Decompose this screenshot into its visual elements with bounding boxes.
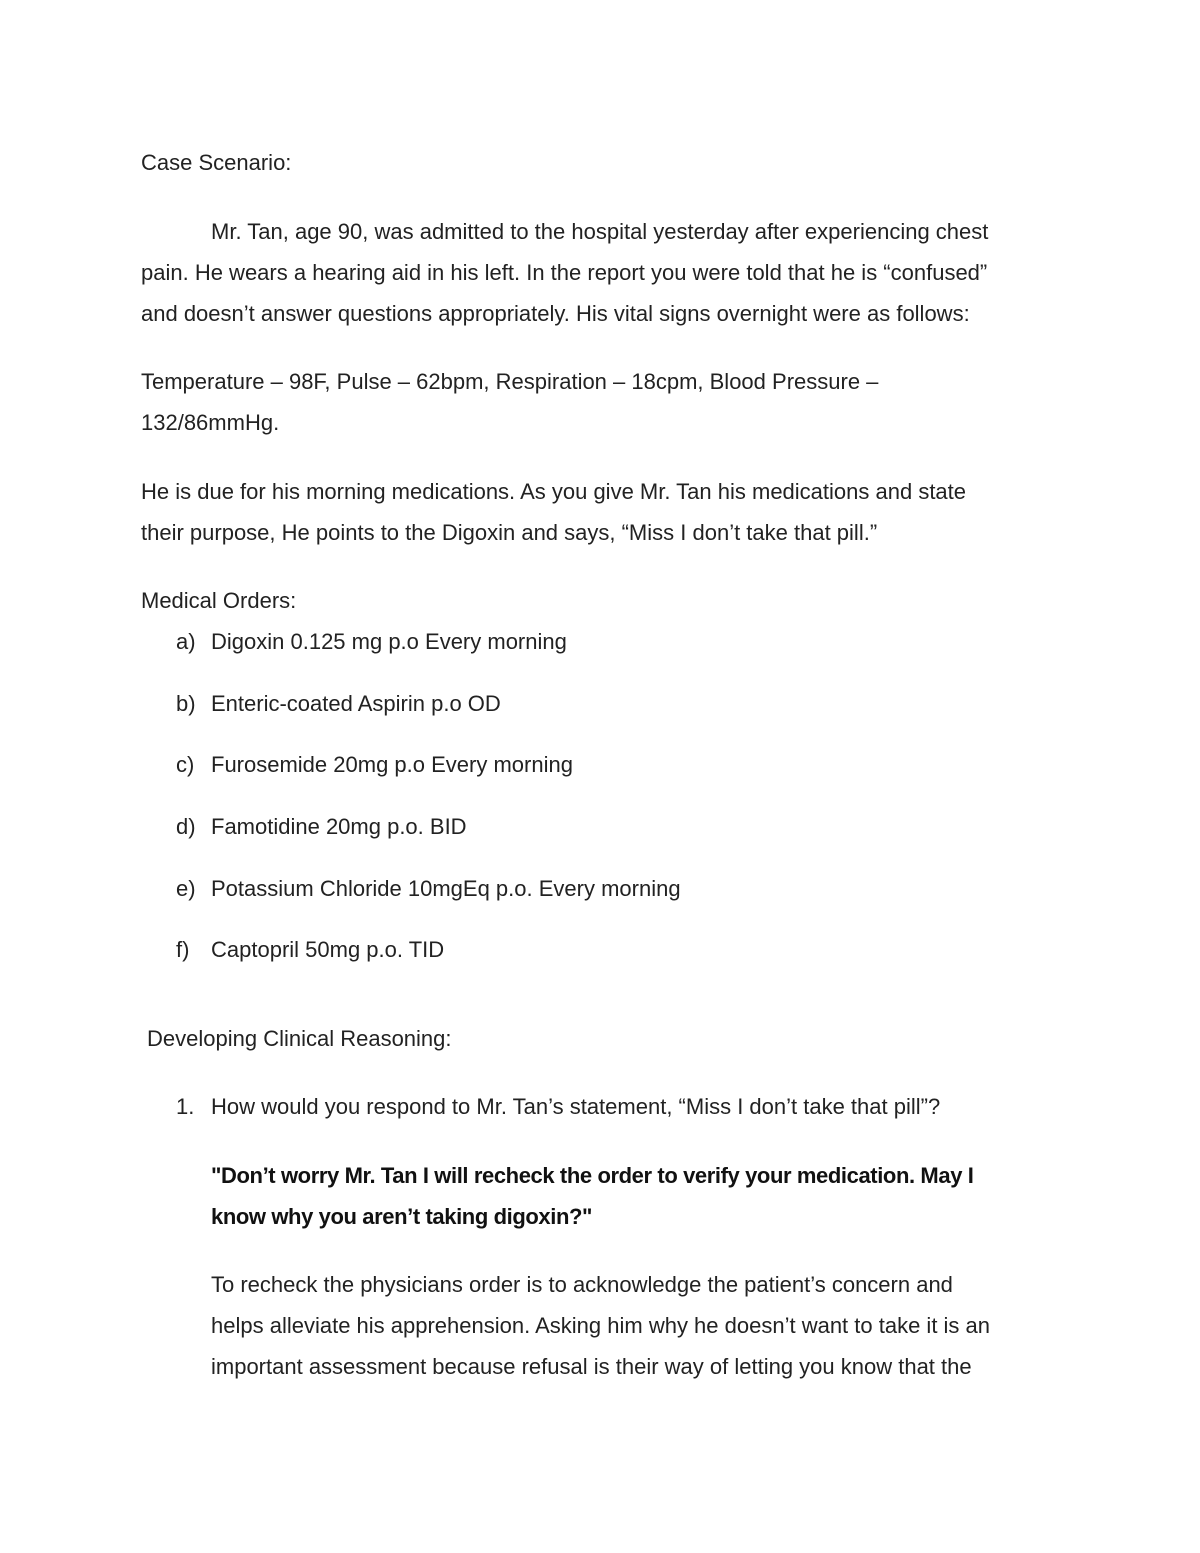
answer-line-2: know why you aren’t taking digoxin?" bbox=[211, 1204, 593, 1229]
order-text: Enteric-coated Aspirin p.o OD bbox=[211, 691, 501, 716]
explanation-line-2: helps alleviate his apprehension. Asking him why he doesn’t want to take it is an bbox=[211, 1313, 991, 1338]
order-text: Furosemide 20mg p.o Every morning bbox=[211, 752, 573, 777]
order-text: Potassium Chloride 10mgEq p.o. Every morning bbox=[211, 876, 681, 901]
question-marker: 1. bbox=[176, 1094, 195, 1119]
list-marker: e) bbox=[176, 876, 196, 901]
medication-line-2: their purpose, He points to the Digoxin and says, “Miss I don’t take that pill.” bbox=[141, 520, 878, 545]
medication-line-1: He is due for his morning medications. As you give Mr. Tan his medications and state bbox=[141, 479, 967, 504]
order-text: Captopril 50mg p.o. TID bbox=[211, 937, 445, 962]
explanation-line-1: To recheck the physicians order is to acknowledge the patient’s concern and bbox=[211, 1272, 953, 1297]
intro-line-3: and doesn’t answer questions appropriately. His vital signs overnight were as follows: bbox=[141, 301, 970, 326]
list-marker: f) bbox=[176, 937, 190, 962]
list-marker: d) bbox=[176, 814, 196, 839]
list-marker: c) bbox=[176, 752, 195, 777]
intro-line-2: pain. He wears a hearing aid in his left. In the report you were told that he is “confused” bbox=[141, 260, 988, 285]
list-marker: a) bbox=[176, 629, 196, 654]
answer-line-1: "Don’t worry Mr. Tan I will recheck the order to verify your medication. May I bbox=[211, 1163, 974, 1188]
order-text: Famotidine 20mg p.o. BID bbox=[211, 814, 467, 839]
list-marker: b) bbox=[176, 691, 196, 716]
reasoning-heading: Developing Clinical Reasoning: bbox=[147, 1026, 452, 1051]
vitals-line-2: 132/86mmHg. bbox=[141, 410, 280, 435]
case-heading: Case Scenario: bbox=[141, 150, 292, 175]
order-text: Digoxin 0.125 mg p.o Every morning bbox=[211, 629, 567, 654]
vitals-line-1: Temperature – 98F, Pulse – 62bpm, Respiration – 18cpm, Blood Pressure – bbox=[141, 369, 879, 394]
question-text: How would you respond to Mr. Tan’s statement, “Miss I don’t take that pill”? bbox=[211, 1094, 941, 1119]
explanation-line-3: important assessment because refusal is their way of letting you know that the bbox=[211, 1354, 972, 1379]
orders-heading: Medical Orders: bbox=[141, 588, 297, 613]
intro-line-1: Mr. Tan, age 90, was admitted to the hospital yesterday after experiencing chest bbox=[211, 219, 989, 244]
